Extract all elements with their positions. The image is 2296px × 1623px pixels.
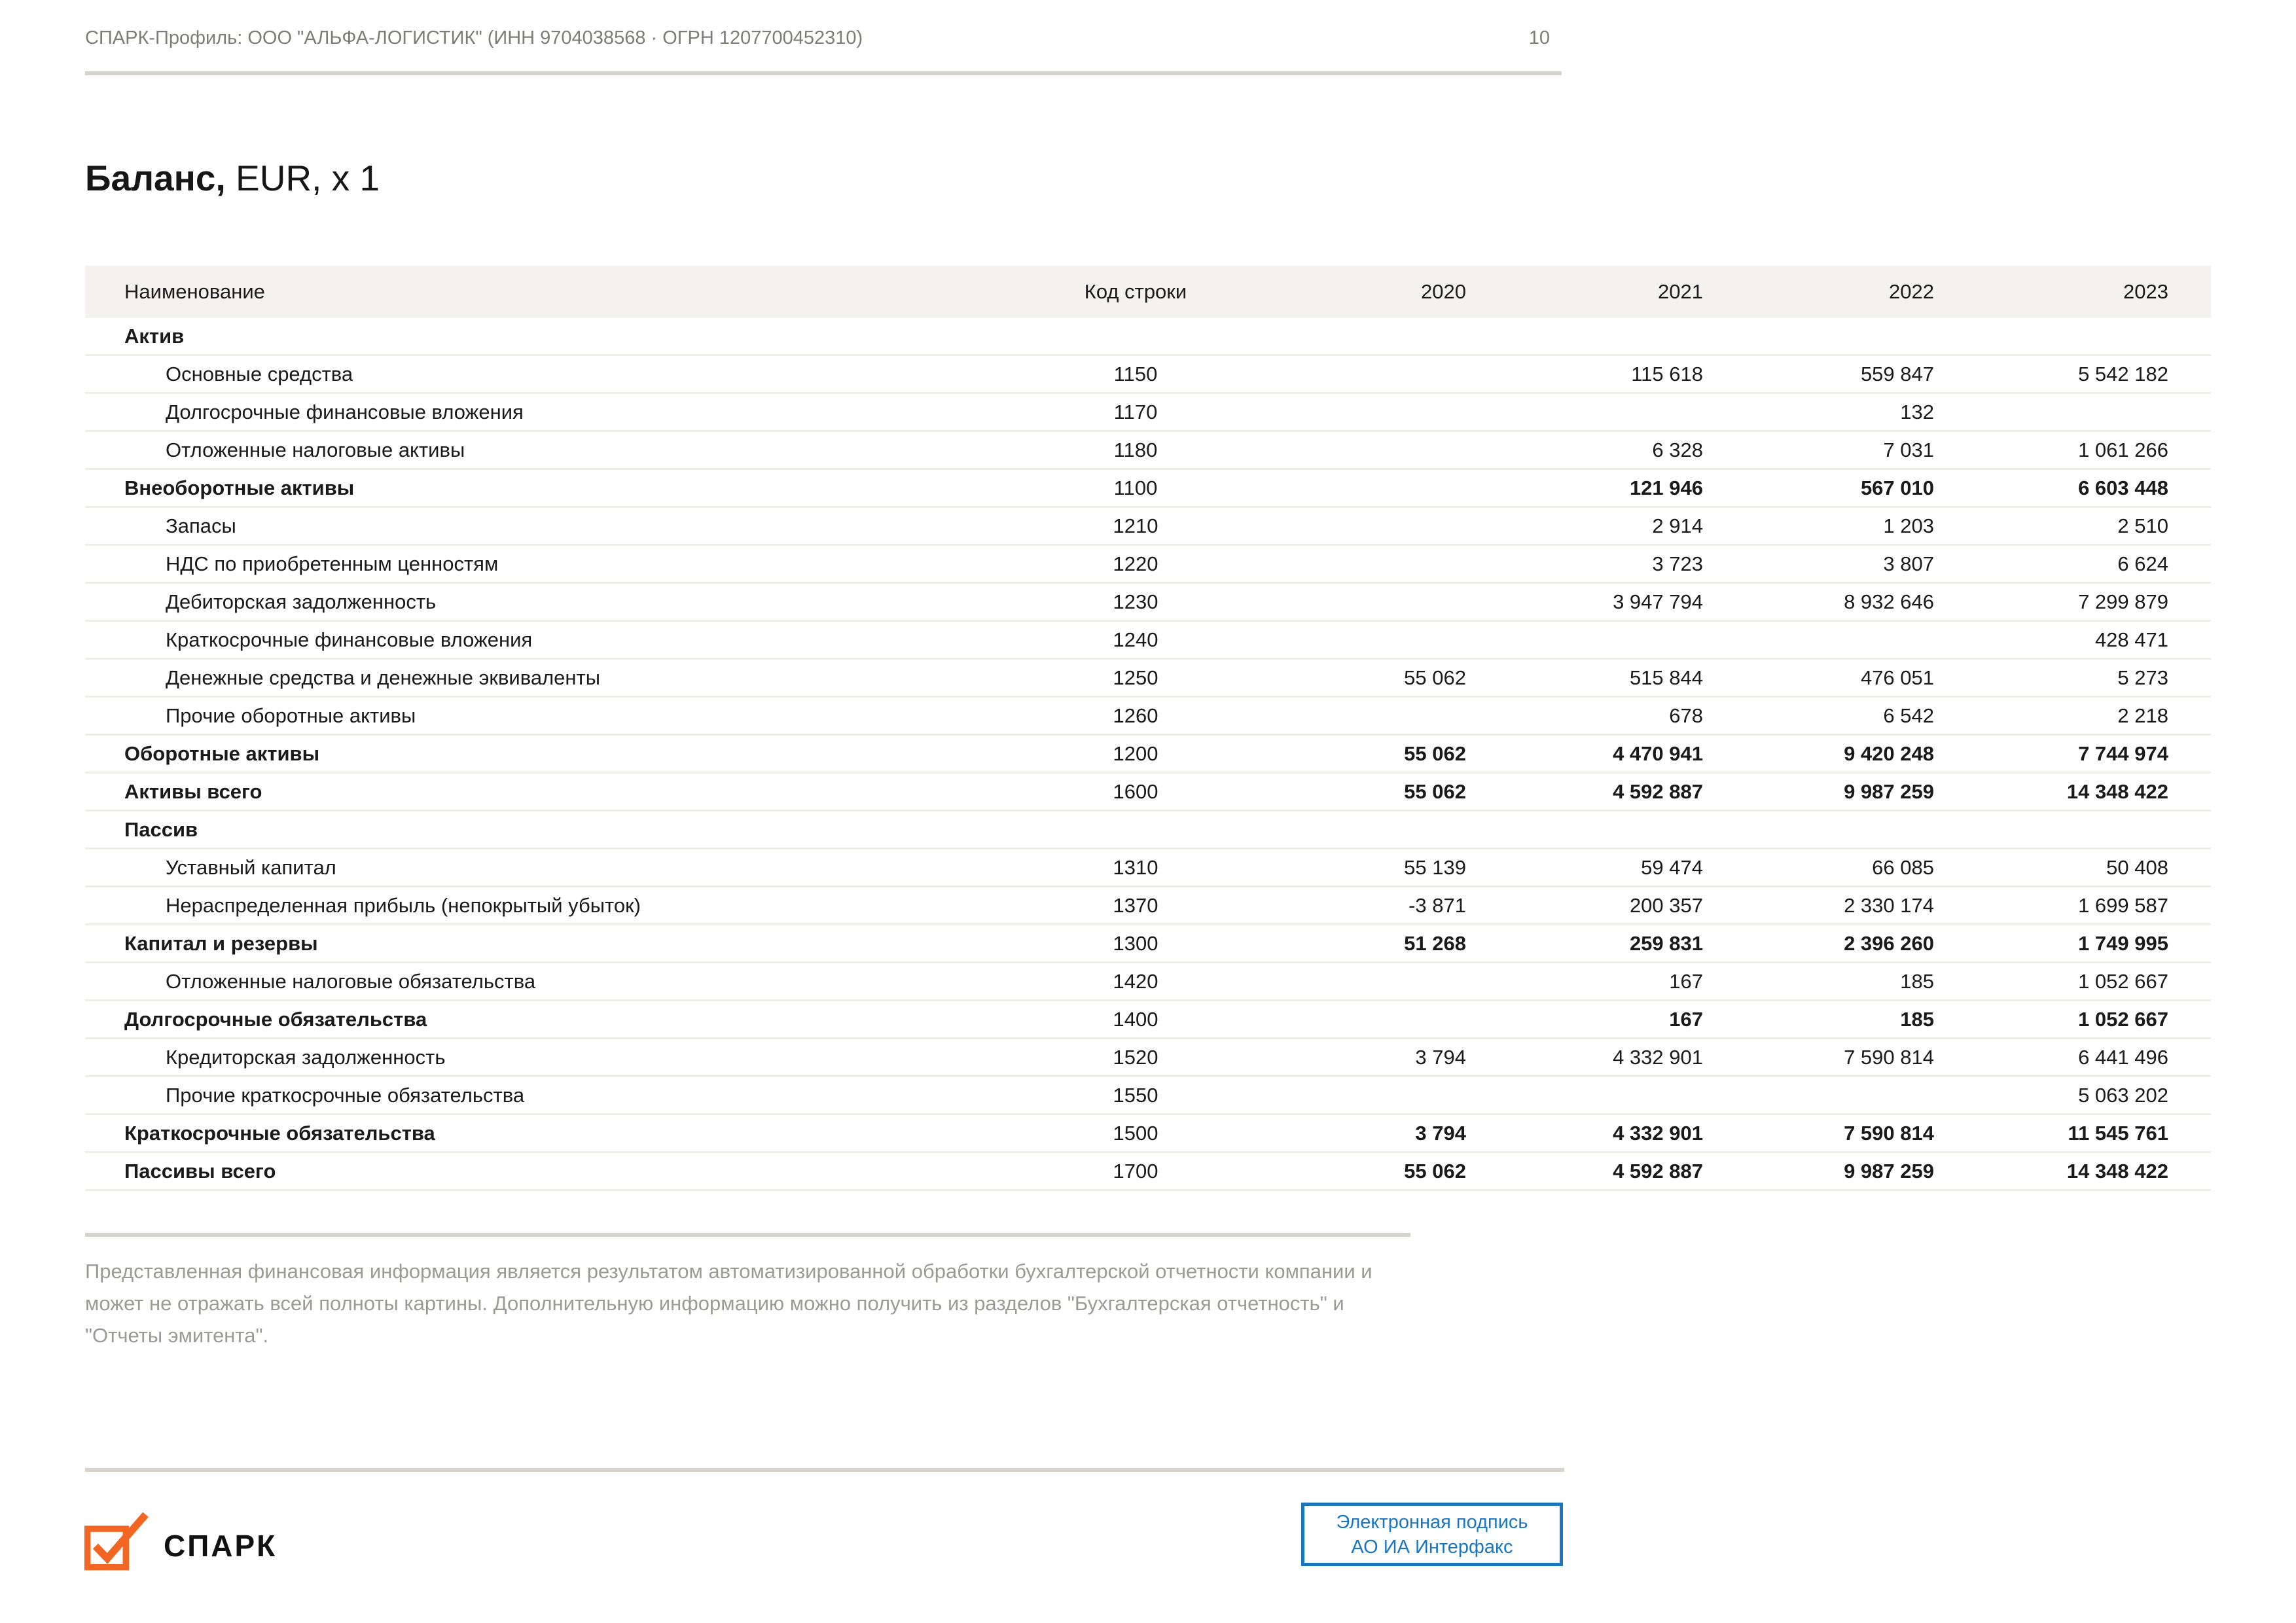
column-header-name: Наименование [124, 280, 265, 303]
value-2022: 8 932 646 [1844, 590, 1934, 613]
value-2023: 428 471 [2094, 628, 2168, 651]
divider-above-disclaimer [85, 1233, 1410, 1237]
table-row [85, 1001, 2211, 1039]
row-name: Нераспределенная прибыль (непокрытый убыток) [166, 893, 641, 917]
row-code: 1700 [1113, 1159, 1158, 1183]
value-2022: 567 010 [1860, 476, 1934, 499]
value-2020: 51 268 [1404, 931, 1466, 955]
row-code: 1170 [1113, 400, 1158, 423]
table-row [85, 1115, 2211, 1153]
table-body [85, 318, 2211, 1191]
row-name: Краткосрочные финансовые вложения [166, 628, 533, 651]
spark-logo [84, 1509, 277, 1573]
value-2023: 6 624 [2117, 552, 2168, 575]
row-code: 1200 [1113, 741, 1158, 765]
table-row [85, 546, 2211, 584]
row-name: Внеоборотные активы [124, 476, 355, 499]
value-2021: 167 [1669, 969, 1703, 993]
table-row [85, 318, 2211, 356]
value-2022: 559 847 [1860, 362, 1934, 385]
row-code: 1520 [1113, 1045, 1158, 1069]
column-header-2021: 2021 [1658, 280, 1703, 303]
row-name: Оборотные активы [124, 741, 320, 765]
row-code: 1310 [1113, 855, 1158, 879]
value-2023: 2 218 [2117, 704, 2168, 727]
row-name: Отложенные налоговые обязательства [166, 969, 536, 993]
value-2023: 2 510 [2117, 514, 2168, 537]
value-2021: 200 357 [1629, 893, 1703, 917]
value-2021: 167 [1669, 1007, 1703, 1031]
value-2022: 7 031 [1883, 438, 1934, 461]
value-2023: 1 699 587 [2078, 893, 2168, 917]
value-2023: 11 545 761 [2068, 1121, 2168, 1145]
value-2022: 2 396 260 [1844, 931, 1934, 955]
row-name: Долгосрочные финансовые вложения [166, 400, 524, 423]
value-2021: 4 592 887 [1613, 779, 1703, 803]
row-code: 1420 [1113, 969, 1158, 993]
row-code: 1250 [1113, 666, 1158, 689]
value-2021: 59 474 [1641, 855, 1703, 879]
value-2021: 121 946 [1629, 476, 1703, 499]
value-2022: 3 807 [1883, 552, 1934, 575]
table-row [85, 622, 2211, 660]
row-code: 1230 [1113, 590, 1158, 613]
page-number: 10 [1528, 27, 1550, 48]
spark-checkbox-icon [84, 1509, 152, 1573]
page-title [85, 157, 380, 199]
column-header-2022: 2022 [1889, 280, 1934, 303]
value-2023: 7 299 879 [2078, 590, 2168, 613]
value-2023: 14 348 422 [2066, 779, 2168, 803]
value-2020: -3 871 [1408, 893, 1466, 917]
value-2022: 132 [1900, 400, 1934, 423]
divider-above-footer [85, 1468, 1564, 1472]
row-name: Пассив [124, 817, 198, 841]
electronic-signature-stamp [1301, 1503, 1563, 1566]
row-code: 1210 [1113, 514, 1158, 537]
table-row [85, 1153, 2211, 1191]
value-2020: 55 139 [1404, 855, 1466, 879]
value-2022: 9 987 259 [1844, 779, 1934, 803]
value-2023: 50 408 [2106, 855, 2168, 879]
page-header [85, 0, 1562, 75]
value-2021: 3 723 [1652, 552, 1703, 575]
row-code: 1600 [1113, 779, 1158, 803]
row-code: 1240 [1113, 628, 1158, 651]
table-row [85, 963, 2211, 1001]
value-2021: 678 [1669, 704, 1703, 727]
value-2023: 1 749 995 [2078, 931, 2168, 955]
page-title-units: EUR, x 1 [225, 158, 380, 198]
value-2023: 5 542 182 [2078, 362, 2168, 385]
table-row [85, 660, 2211, 698]
signature-line2: АО ИА Интерфакс [1351, 1536, 1513, 1558]
row-name: Денежные средства и денежные эквиваленты [166, 666, 601, 689]
row-name: Кредиторская задолженность [166, 1045, 446, 1069]
table-row [85, 925, 2211, 963]
page-title-main: Баланс, [85, 158, 226, 198]
value-2021: 4 332 901 [1613, 1045, 1703, 1069]
table-row [85, 849, 2211, 887]
value-2022: 7 590 814 [1844, 1121, 1934, 1145]
value-2020: 55 062 [1404, 1159, 1466, 1183]
table-row [85, 470, 2211, 508]
value-2021: 115 618 [1631, 362, 1703, 385]
row-name: Дебиторская задолженность [166, 590, 437, 613]
value-2022: 185 [1900, 969, 1934, 993]
table-row [85, 698, 2211, 736]
table-row [85, 584, 2211, 622]
value-2023: 1 052 667 [2078, 1007, 2168, 1031]
table-row [85, 356, 2211, 394]
table-row [85, 736, 2211, 774]
value-2021: 6 328 [1652, 438, 1703, 461]
profile-header-text: СПАРК-Профиль: ООО "АЛЬФА-ЛОГИСТИК" (ИНН 9704038568 · ОГРН 1207700452310) [85, 27, 863, 48]
value-2022: 7 590 814 [1844, 1045, 1934, 1069]
value-2022: 476 051 [1860, 666, 1934, 689]
value-2023: 1 061 266 [2078, 438, 2168, 461]
value-2021: 4 470 941 [1613, 741, 1703, 765]
table-row [85, 812, 2211, 849]
value-2020: 3 794 [1415, 1121, 1466, 1145]
row-name: Пассивы всего [124, 1159, 276, 1183]
row-code: 1400 [1113, 1007, 1158, 1031]
value-2020: 55 062 [1404, 666, 1466, 689]
row-code: 1370 [1113, 893, 1158, 917]
column-header-2020: 2020 [1421, 280, 1466, 303]
row-name: Активы всего [124, 779, 262, 803]
row-code: 1100 [1113, 476, 1158, 499]
value-2021: 4 592 887 [1613, 1159, 1703, 1183]
row-name: Запасы [166, 514, 236, 537]
row-code: 1300 [1113, 931, 1158, 955]
value-2021: 3 947 794 [1613, 590, 1703, 613]
table-header-row [85, 266, 2211, 318]
table-row [85, 774, 2211, 812]
row-name: Отложенные налоговые активы [166, 438, 465, 461]
value-2020: 55 062 [1404, 779, 1466, 803]
row-code: 1220 [1113, 552, 1158, 575]
column-header-2023: 2023 [2123, 280, 2168, 303]
row-name: Капитал и резервы [124, 931, 318, 955]
value-2021: 259 831 [1629, 931, 1703, 955]
row-name: Актив [124, 324, 185, 348]
table-row [85, 394, 2211, 432]
table-row [85, 508, 2211, 546]
spark-logo-text: СПАРК [164, 1529, 278, 1563]
table-row [85, 887, 2211, 925]
value-2021: 515 844 [1629, 666, 1703, 689]
value-2023: 5 063 202 [2078, 1083, 2168, 1107]
value-2023: 7 744 974 [2078, 741, 2168, 765]
value-2022: 2 330 174 [1844, 893, 1934, 917]
row-name: Прочие краткосрочные обязательства [166, 1083, 525, 1107]
balance-table [85, 266, 2211, 1191]
value-2023: 6 603 448 [2078, 476, 2168, 499]
table-row [85, 1039, 2211, 1077]
row-name: Прочие оборотные активы [166, 704, 416, 727]
value-2022: 1 203 [1883, 514, 1934, 537]
value-2020: 3 794 [1415, 1045, 1466, 1069]
row-code: 1150 [1113, 362, 1158, 385]
value-2023: 1 052 667 [2078, 969, 2168, 993]
disclaimer-text: Представленная финансовая информация является результатом автоматизированной обработки бухгалтерской отчетности компании и может не отражать всей полноты картины. Дополнительную информацию можно получить из разделов "Бухгалтерская отчетность" и "Отчеты эмитента". [85, 1260, 1372, 1347]
row-name: Уставный капитал [166, 855, 336, 879]
row-name: Долгосрочные обязательства [124, 1007, 427, 1031]
row-code: 1260 [1113, 704, 1158, 727]
row-code: 1550 [1113, 1083, 1158, 1107]
value-2023: 5 273 [2117, 666, 2168, 689]
value-2023: 14 348 422 [2066, 1159, 2168, 1183]
value-2021: 4 332 901 [1613, 1121, 1703, 1145]
column-header-code: Код строки [1084, 280, 1187, 303]
row-name: Основные средства [166, 362, 353, 385]
value-2022: 185 [1900, 1007, 1934, 1031]
signature-line1: Электронная подпись [1336, 1511, 1528, 1533]
row-code: 1500 [1113, 1121, 1158, 1145]
table-row [85, 1077, 2211, 1115]
row-name: Краткосрочные обязательства [124, 1121, 435, 1145]
value-2023: 6 441 496 [2078, 1045, 2168, 1069]
table-row [85, 432, 2211, 470]
row-code: 1180 [1113, 438, 1158, 461]
value-2022: 66 085 [1872, 855, 1934, 879]
value-2022: 9 987 259 [1844, 1159, 1934, 1183]
value-2020: 55 062 [1404, 741, 1466, 765]
row-name: НДС по приобретенным ценностям [166, 552, 499, 575]
value-2022: 9 420 248 [1844, 741, 1934, 765]
value-2022: 6 542 [1883, 704, 1934, 727]
value-2021: 2 914 [1652, 514, 1703, 537]
